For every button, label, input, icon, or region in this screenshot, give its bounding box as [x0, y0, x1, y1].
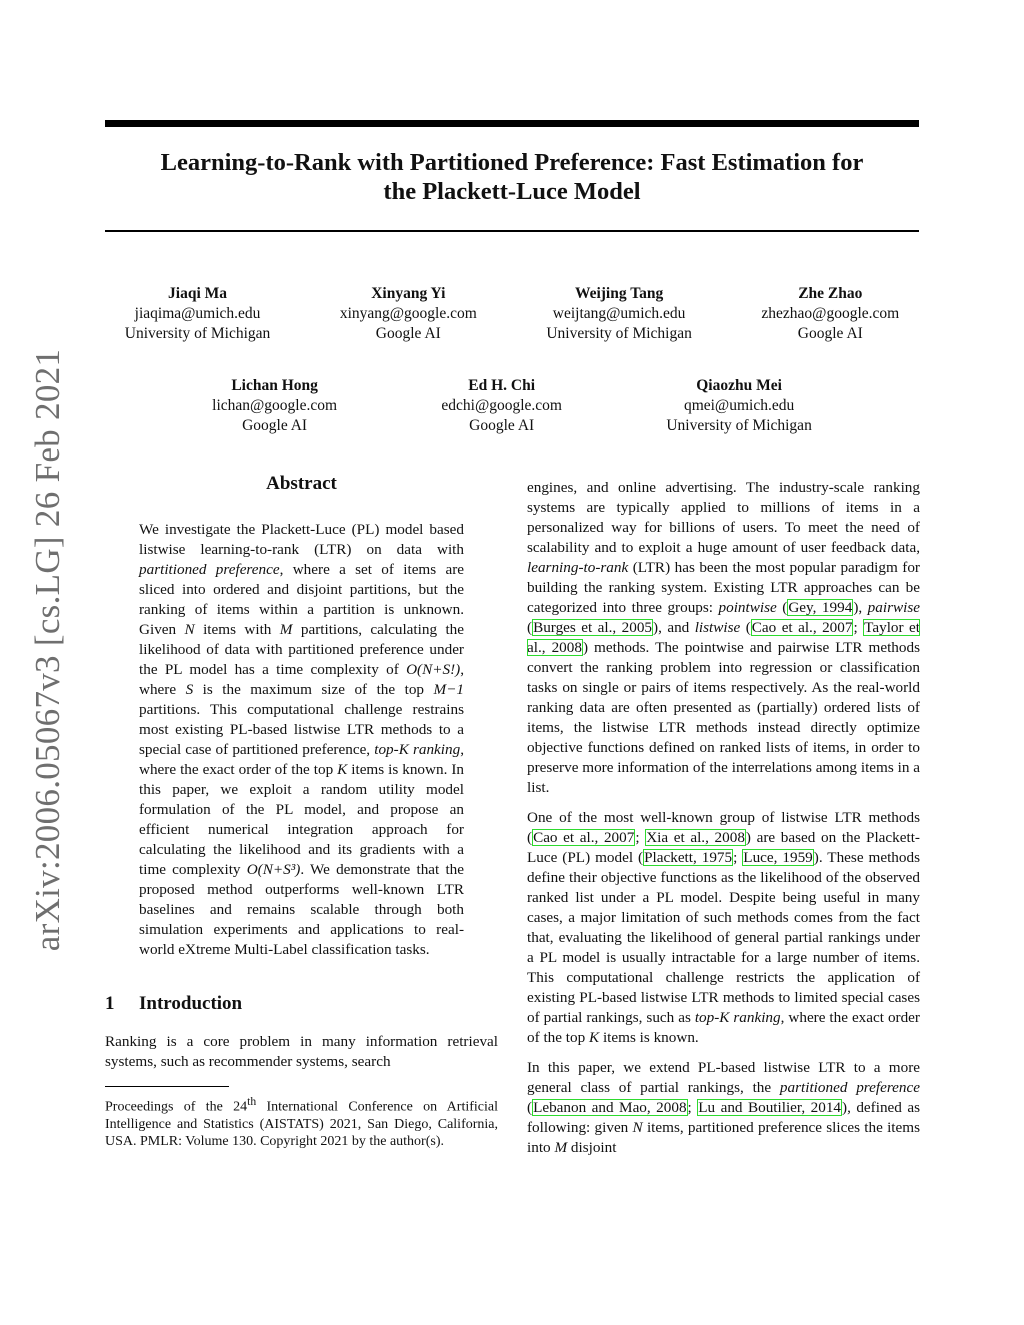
author-email: zhezhao@google.com — [761, 305, 900, 322]
author-name: Weijing Tang — [574, 285, 664, 302]
author — [340, 284, 477, 344]
citation-link[interactable]: Taylor et al., 2008 — [527, 619, 920, 656]
author — [666, 376, 812, 436]
title-rule-top — [105, 120, 919, 127]
citation-link[interactable]: Cao et al., 2007 — [751, 619, 853, 636]
title-line-1: Learning-to-Rank with Partitioned Preference: Fast Estimation for — [160, 149, 864, 176]
right-column — [527, 478, 920, 1158]
author-email: weijtang@umich.edu — [552, 305, 686, 322]
section-heading-introduction — [105, 994, 498, 1014]
citation-link[interactable]: Plackett, 1975 — [644, 849, 733, 866]
author-block — [90, 284, 934, 436]
citation-link[interactable]: Cao et al., 2007 — [533, 829, 635, 846]
author — [441, 376, 562, 436]
author — [546, 284, 692, 344]
abstract-text: We investigate the Plackett-Luce (PL) model based listwise learning-to-rank (LTR) on data with partitioned preference, where a set of items are sliced into ordered and disjoint partitions, but the ranking of items within a partition is unknown. Given N items with M partitions, calculating the likelihood of data with partitioned preference under the PL model has a time complexity of O(N+S!), where S is the maximum size of the top M−1 partitions. This computational challenge restrains most existing PL-based listwise LTR methods to a special case of partitioned preference, top-K ranking, where the exact order of the top K items is known. In this paper, we exploit a random utility model formulation of the PL model, and propose an efficient numerical integration approach for calculating the likelihood and its gradients with a time complexity O(N+S³). We demonstrate that the proposed method outperforms well-known LTR baselines and remains scalable through both simulation experiments and applications to real-world eXtreme Multi-Label classification tasks. — [139, 521, 465, 958]
footnote: Proceedings of the 24th International Conference on Artificial Intelligence and Statistics (AISTATS) 2021, San Diego, California, USA. PMLR: Volume 130. Copyright 2021 by the author(s). — [105, 1095, 498, 1149]
author-email: jiaqima@umich.edu — [134, 305, 261, 322]
author-affiliation: Google AI — [469, 417, 535, 434]
author — [761, 284, 899, 344]
author-name: Xinyang Yi — [371, 285, 446, 302]
abstract-heading: Abstract — [266, 473, 337, 494]
body-paragraph-1: engines, and online advertising. The industry-scale ranking systems are typically applied to millions of items in a personalized way for billions of users. To meet the need of scalability and to exploit a huge amount of user feedback data, learning-to-rank (LTR) has been the most popular paradigm for building the ranking system. Existing LTR approaches can be categorized into three groups: pointwise (Gey, 1994), pairwise (Burges et al., 2005), and listwise (Cao et al., 2007; Taylor et al., 2008) methods. The pointwise and pairwise LTR methods convert the ranking problem into regression or classification tasks on single or pairs of items respectively. As the real-world ranking data are often presented as (partially) ordered lists of items, the listwise LTR methods instead directly optimize objective functions defined on ranked lists of items, in order to preserve more information of the interrelations among items in a list. — [527, 479, 920, 796]
author-name: Qiaozhu Mei — [696, 377, 782, 394]
author-row-1 — [90, 284, 934, 344]
author-affiliation: Google AI — [797, 325, 863, 342]
citation-link[interactable]: Burges et al., 2005 — [533, 619, 653, 636]
author-affiliation: University of Michigan — [666, 417, 812, 434]
author-affiliation: University of Michigan — [124, 325, 271, 342]
citation-link[interactable]: Luce, 1959 — [743, 849, 813, 866]
arxiv-identifier: arXiv:2006.05067v3 [cs.LG] 26 Feb 2021 — [28, 348, 67, 952]
title-rule-bottom — [105, 230, 919, 232]
citation-link[interactable]: Gey, 1994 — [788, 599, 853, 616]
arxiv-sidebar — [26, 348, 70, 952]
author-email: xinyang@google.com — [339, 305, 477, 322]
body-paragraph-3: In this paper, we extend PL-based listwise LTR to a more general class of partial rankings, the partitioned preference (Lebanon and Mao, 2008; Lu and Boutilier, 2014), defined as following: given N items, partitioned preference slices the items into M disjoint — [527, 1059, 920, 1156]
author-name: Ed H. Chi — [468, 377, 536, 394]
author — [125, 284, 271, 344]
left-column — [105, 474, 498, 1150]
title-line-2: the Plackett-Luce Model — [383, 178, 641, 205]
citation-link[interactable]: Xia et al., 2008 — [646, 829, 745, 846]
author-name: Zhe Zhao — [798, 285, 863, 302]
author-name: Jiaqi Ma — [168, 285, 228, 302]
citation-link[interactable]: Lu and Boutilier, 2014 — [698, 1099, 842, 1116]
author-affiliation: Google AI — [242, 417, 308, 434]
author — [212, 376, 337, 436]
citation-link[interactable]: Lebanon and Mao, 2008 — [533, 1099, 687, 1116]
footnote-rule — [105, 1086, 229, 1087]
body-paragraph-2: One of the most well-known group of listwise LTR methods (Cao et al., 2007; Xia et al., 2008) are based on the Plackett-Luce (PL) model (Plackett, 1975; Luce, 1959). These methods define their objective functions as the likelihood of the observed ranked list under a PL model. Despite being useful in many cases, a major limitation of such methods comes from the fact that, evaluating the likelihood of general partial rankings under a PL model is usually intractable for a large number of items. This computational challenge restricts the application of existing PL-based listwise LTR methods to limited special cases of partial rankings, such as top-K ranking, where the exact order of the top K items is known. — [527, 809, 920, 1046]
paper-title — [105, 148, 919, 206]
author-row-2 — [90, 376, 934, 436]
section-title: Introduction — [139, 993, 243, 1014]
intro-paragraph: Ranking is a core problem in many information retrieval systems, such as recommender systems, search — [105, 1033, 498, 1070]
author-email: qmei@umich.edu — [683, 397, 795, 414]
author-affiliation: Google AI — [375, 325, 441, 342]
author-email: lichan@google.com — [212, 397, 338, 414]
author-affiliation: University of Michigan — [546, 325, 692, 342]
section-number: 1 — [105, 993, 115, 1014]
author-name: Lichan Hong — [231, 377, 318, 394]
author-email: edchi@google.com — [441, 397, 562, 414]
